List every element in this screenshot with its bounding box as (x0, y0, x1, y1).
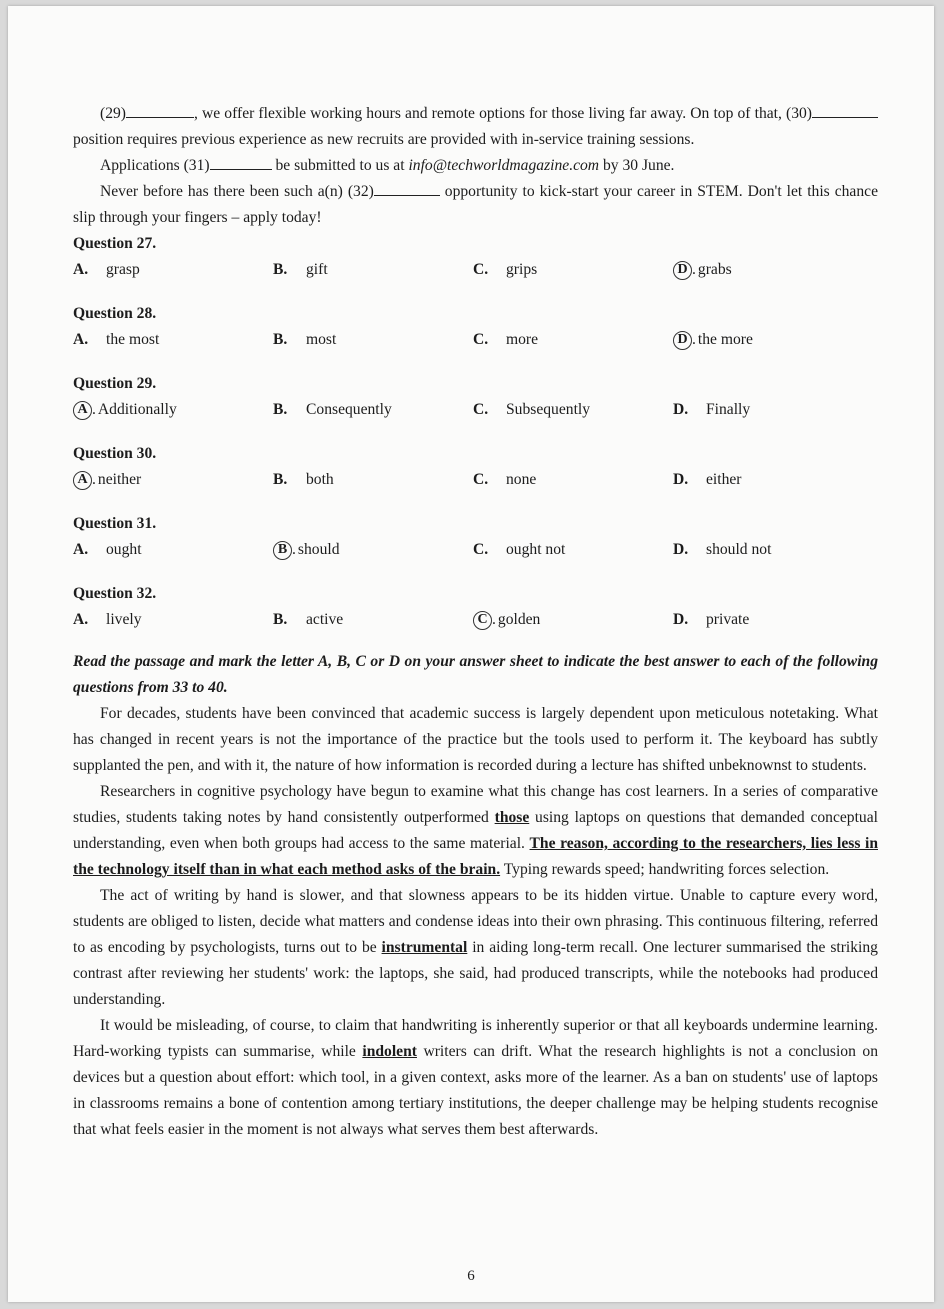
cloze-paragraph-31 (73, 153, 878, 179)
question-title: Question 31. (73, 515, 157, 532)
selected-answer-circle: D (673, 331, 692, 350)
answer-option-a[interactable] (73, 607, 273, 633)
option-text: neither (97, 471, 142, 488)
option-text: golden (497, 611, 541, 628)
option-dot: . (92, 401, 96, 418)
answer-option-b[interactable] (273, 467, 473, 493)
answer-option-b[interactable] (273, 537, 473, 563)
answer-option-a[interactable] (73, 257, 273, 283)
answer-option-d[interactable] (673, 327, 873, 353)
option-text: Subsequently (506, 401, 591, 418)
answer-option-c[interactable] (473, 397, 673, 423)
options-row (73, 467, 878, 511)
highlighted-sentence-reason: The reason, according to the researchers, lies less in the technology itself than in what each method asks of the brain. (73, 835, 878, 878)
option-text: the more (697, 331, 753, 348)
option-letter: A. (73, 331, 89, 348)
option-letter: C. (473, 331, 489, 348)
cloze-text-32-pre: Never before has there been such a(n) (100, 183, 348, 200)
option-text: both (306, 471, 334, 488)
option-text: ought not (506, 541, 566, 558)
answer-option-a[interactable] (73, 327, 273, 353)
option-letter: A. (73, 611, 89, 628)
page-sheet (8, 6, 934, 1302)
option-letter: B. (273, 401, 288, 418)
blank-31 (210, 155, 272, 170)
selected-answer-circle: A (73, 401, 92, 420)
answer-option-d[interactable] (673, 607, 873, 633)
option-dot: . (492, 611, 496, 628)
blank-number-32: (32) (347, 183, 374, 200)
option-letter: D. (673, 401, 689, 418)
blank-32 (374, 181, 440, 196)
cloze-text-29: , we offer flexible working hours and remote options for those living far away. On top of that, (193, 105, 787, 122)
blank-number-31: (31) (183, 157, 210, 174)
option-letter: D. (673, 541, 689, 558)
option-text: ought (106, 541, 142, 558)
answer-option-d[interactable] (673, 467, 873, 493)
answer-option-b[interactable] (273, 397, 473, 423)
option-text: Finally (706, 401, 751, 418)
option-letter: C. (473, 541, 489, 558)
selected-answer-circle: D (673, 261, 692, 280)
answer-option-d[interactable] (673, 257, 873, 283)
cloze-paragraph-29-30 (73, 101, 878, 153)
option-text: the most (106, 331, 160, 348)
question-block (73, 511, 878, 581)
option-letter: A. (73, 541, 89, 558)
option-letter: A. (73, 261, 89, 278)
passage-p2-text-b: using laptops on questions that demanded conceptual understanding, even when both groups had access to the same material. (73, 809, 878, 852)
passage-p2-text-c: Typing rewards speed; handwriting forces selection. (500, 861, 830, 878)
question-list (73, 231, 878, 651)
cloze-text-30: position requires previous experience as new recruits are provided with in-service training sessions. (73, 131, 695, 148)
option-text: active (306, 611, 344, 628)
blank-30 (812, 103, 878, 118)
cloze-text-32-post: opportunity to kick-start your career in STEM. Don't let this chance slip through your fingers – apply today! (73, 183, 878, 226)
cloze-paragraph-32 (73, 179, 878, 231)
passage-paragraph-4 (73, 1013, 878, 1143)
passage-p2-text-a: Researchers in cognitive psychology have begun to examine what this change has cost learners. In a series of comparative studies, students taking notes by hand consistently outperformed (73, 783, 878, 826)
option-text: more (506, 331, 539, 348)
passage-paragraph-1: For decades, students have been convinced that academic success is largely dependent upon meticulous notetaking. What has changed in recent years is not the importance of the practice but the tools used to perform it. The keyboard has subtly supplanted the pen, and with it, the nature of how information is recorded during a lecture has shifted unbeknownst to students. (73, 705, 878, 774)
blank-number-30: (30) (786, 105, 812, 122)
option-text: gift (306, 261, 328, 278)
options-row (73, 607, 878, 651)
highlighted-word-those: those (494, 809, 530, 826)
page-number: 6 (467, 1268, 475, 1284)
question-title: Question 29. (73, 375, 157, 392)
highlighted-word-indolent: indolent (362, 1043, 417, 1060)
answer-option-b[interactable] (273, 607, 473, 633)
answer-option-a[interactable] (73, 467, 273, 493)
selected-answer-circle: C (473, 611, 492, 630)
question-block (73, 231, 878, 301)
passage-paragraph-3 (73, 883, 878, 1013)
selected-answer-circle: A (73, 471, 92, 490)
options-row (73, 257, 878, 301)
option-text: private (706, 611, 750, 628)
answer-option-a[interactable] (73, 537, 273, 563)
option-letter: D. (673, 611, 689, 628)
option-letter: C. (473, 471, 489, 488)
page-content (73, 101, 878, 1143)
highlighted-word-instrumental: instrumental (381, 939, 468, 956)
answer-option-c[interactable] (473, 257, 673, 283)
answer-option-c[interactable] (473, 607, 673, 633)
passage-paragraph-2 (73, 779, 878, 883)
answer-option-c[interactable] (473, 537, 673, 563)
option-letter: C. (473, 261, 489, 278)
option-text: should (297, 541, 340, 558)
answer-option-d[interactable] (673, 397, 873, 423)
blank-29 (126, 103, 194, 118)
email-address: info@techworldmagazine.com (408, 157, 600, 174)
answer-option-a[interactable] (73, 397, 273, 423)
options-row (73, 397, 878, 441)
question-title: Question 28. (73, 305, 157, 322)
passage-p4-text-b: writers can drift. What the research highlights is not a conclusion on devices but a question about effort: which tool, in a given context, asks more of the learner. As a ban on students' use of laptops in classrooms remains a bone of contention among tertiary institutions, the deeper challenge may be helping students recognise that what feels easier in the moment is not always what serves them best afterwards. (73, 1043, 878, 1138)
option-dot: . (292, 541, 296, 558)
question-title: Question 27. (73, 235, 157, 252)
answer-option-c[interactable] (473, 467, 673, 493)
option-text: most (306, 331, 337, 348)
answer-option-c[interactable] (473, 327, 673, 353)
cloze-text-31-post: by 30 June. (599, 157, 675, 174)
reading-instruction: Read the passage and mark the letter A, B, C or D on your answer sheet to indicate the best answer to each of the following questions from 33 to 40. (73, 653, 878, 696)
options-row (73, 327, 878, 371)
option-dot: . (692, 331, 696, 348)
answer-option-b[interactable] (273, 257, 473, 283)
options-row (73, 537, 878, 581)
option-dot: . (92, 471, 96, 488)
answer-option-d[interactable] (673, 537, 873, 563)
passage-p3-text-b: in aiding long-term recall. One lecturer summarised the striking contrast after reviewing her students' work: the laptops, she said, had produced transcripts, while the notebooks had produced understanding. (73, 939, 878, 1008)
option-text: grasp (106, 261, 140, 278)
option-letter: B. (273, 261, 288, 278)
option-dot: . (692, 261, 696, 278)
question-title: Question 30. (73, 445, 157, 462)
option-text: grabs (697, 261, 732, 278)
question-title: Question 32. (73, 585, 157, 602)
option-text: lively (106, 611, 142, 628)
option-text: none (506, 471, 537, 488)
passage-p4-text-a: It would be misleading, of course, to claim that handwriting is inherently superior or that all keyboards undermine learning. Hard-working typists can summarise, while (73, 1017, 878, 1060)
cloze-text-31-mid: be submitted to us at (271, 157, 409, 174)
option-text: grips (506, 261, 538, 278)
passage-p3-text-a: The act of writing by hand is slower, and that slowness appears to be its hidden virtue. Unable to capture every word, students are obliged to listen, decide what matters and condense ideas into their own phrasing. This continuous filtering, referred to as encoding by psychologists, turns out to be (73, 887, 878, 956)
option-text: either (706, 471, 742, 488)
question-block (73, 371, 878, 441)
option-letter: D. (673, 471, 689, 488)
question-block (73, 441, 878, 511)
option-letter: B. (273, 471, 288, 488)
option-letter: C. (473, 401, 489, 418)
answer-option-b[interactable] (273, 327, 473, 353)
option-letter: B. (273, 611, 288, 628)
question-block (73, 581, 878, 651)
blank-number-29: (29) (100, 105, 126, 122)
question-block (73, 301, 878, 371)
option-text: should not (706, 541, 772, 558)
cloze-text-31-pre: Applications (100, 157, 184, 174)
option-letter: B. (273, 331, 288, 348)
option-text: Consequently (306, 401, 392, 418)
selected-answer-circle: B (273, 541, 292, 560)
option-text: Additionally (97, 401, 177, 418)
